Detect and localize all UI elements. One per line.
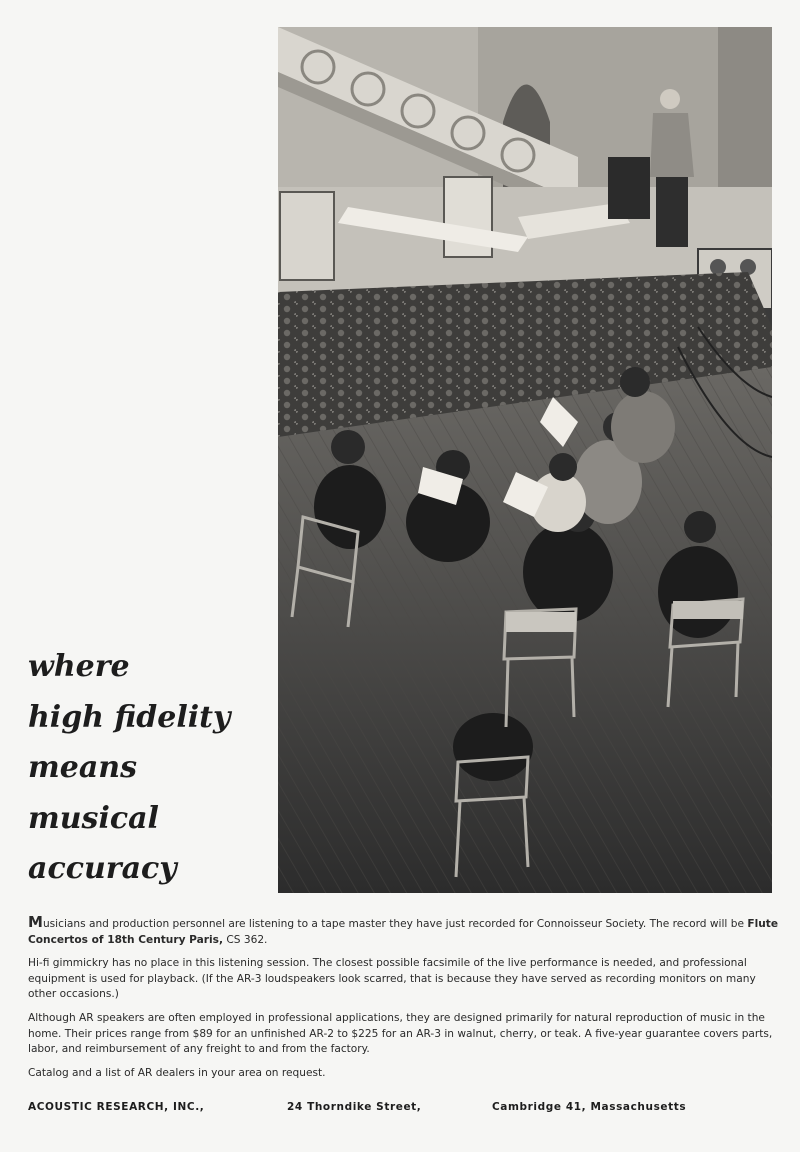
headline-line: high fidelity xyxy=(28,699,231,735)
catalog-number: CS 362. xyxy=(222,933,268,946)
intro-text: usicians and production personnel are listening to a tape master they have just recorded for Connoisseur Society. The record will be xyxy=(42,918,748,930)
paragraph-intro xyxy=(28,913,779,948)
listening-session-photo xyxy=(278,27,772,893)
headline xyxy=(28,642,268,895)
headline-line: accuracy xyxy=(28,851,177,886)
footer-address xyxy=(28,1101,773,1117)
drop-cap: M xyxy=(28,913,43,931)
record-title: Flute Concertos of 18th Century Paris, xyxy=(28,918,779,946)
paragraph-gimmickry: Hi-fi gimmickry has no place in this listening session. The closest possible facsimile of the live performance is needed, and professional equipment is used for playback. (If the AR-3 loudspeakers look scarred, that is because they have served as recording monitors on many other occasions.) xyxy=(28,957,756,1001)
company-name: ACOUSTIC RESEARCH, INC., xyxy=(28,1101,205,1113)
headline-line: means xyxy=(28,750,137,785)
street-address: 24 Thorndike Street, xyxy=(287,1101,422,1113)
city-state: Cambridge 41, Massachusetts xyxy=(492,1101,687,1113)
headline-line: where xyxy=(28,649,130,684)
paragraph-pricing: Although AR speakers are often employed in professional applications, they are designed primarily for natural reproduction of music in the home. Their prices range from $89 for an unfinished AR-2 to $225 for an AR-3 in walnut, cherry, or teak. A five-year guarantee covers parts, labor, and reimbursement of any freight to and from the factory. xyxy=(28,1011,773,1056)
headline-line: musical xyxy=(28,800,159,836)
paragraph-catalog: Catalog and a list of AR dealers in your area on request. xyxy=(28,1066,326,1079)
body-copy xyxy=(28,913,779,1089)
